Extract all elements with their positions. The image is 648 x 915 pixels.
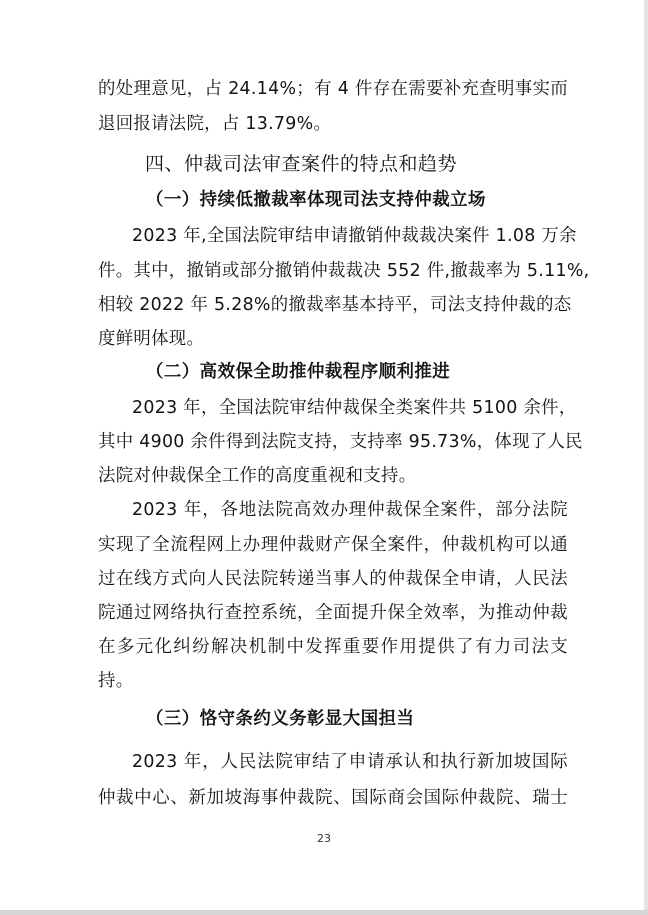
section-heading: 四、仲裁司法审查案件的特点和趋势 — [145, 153, 458, 175]
text-line: 其中 4900 余件得到法院支持，支持率 95.73%，体现了人民 — [98, 432, 583, 452]
text-line: 的处理意见，占 24.14%；有 4 件存在需要补充查明事实而 — [98, 79, 568, 99]
text-line: 过在线方式向人民法院转递当事人的仲裁保全申请，人民法 — [98, 569, 568, 589]
text-line: 2023 年，人民法院审结了申请承认和执行新加坡国际 — [132, 752, 568, 772]
text-line: 仲裁中心、新加坡海事仲裁院、国际商会国际仲裁院、瑞士 — [98, 788, 568, 808]
text-line: 2023 年,全国法院审结申请撤销仲裁裁决案件 1.08 万余 — [132, 226, 577, 246]
subsection-heading: （一）持续低撤裁率体现司法支持仲裁立场 — [146, 190, 486, 210]
text-line: 退回报请法院，占 13.79%。 — [98, 114, 332, 134]
text-line: 2023 年，各地法院高效办理仲裁保全案件，部分法院 — [132, 500, 568, 520]
text-line: 相较 2022 年 5.28%的撤裁率基本持平，司法支持仲裁的态 — [98, 295, 572, 315]
subsection-heading: （三）恪守条约义务彰显大国担当 — [146, 709, 415, 729]
page-edge-shadow — [0, 910, 648, 915]
text-line: 持。 — [98, 671, 134, 691]
text-line: 法院对仲裁保全工作的高度重视和支持。 — [98, 466, 417, 486]
page-number: 23 — [317, 832, 331, 845]
text-line: 2023 年，全国法院审结仲裁保全类案件共 5100 余件， — [132, 398, 577, 418]
page-edge-shadow — [644, 0, 648, 915]
text-line: 实现了全流程网上办理仲裁财产保全案件，仲裁机构可以通 — [98, 535, 568, 555]
subsection-heading: （二）高效保全助推仲裁程序顺利推进 — [146, 362, 451, 382]
text-line: 度鲜明体现。 — [98, 329, 205, 349]
text-line: 在多元化纠纷解决机制中发挥重要作用提供了有力司法支 — [98, 637, 568, 657]
text-line: 院通过网络执行查控系统，全面提升保全效率，为推动仲裁 — [98, 603, 568, 623]
text-line: 件。其中，撤销或部分撤销仲裁裁决 552 件,撤裁率为 5.11%, — [98, 261, 590, 281]
